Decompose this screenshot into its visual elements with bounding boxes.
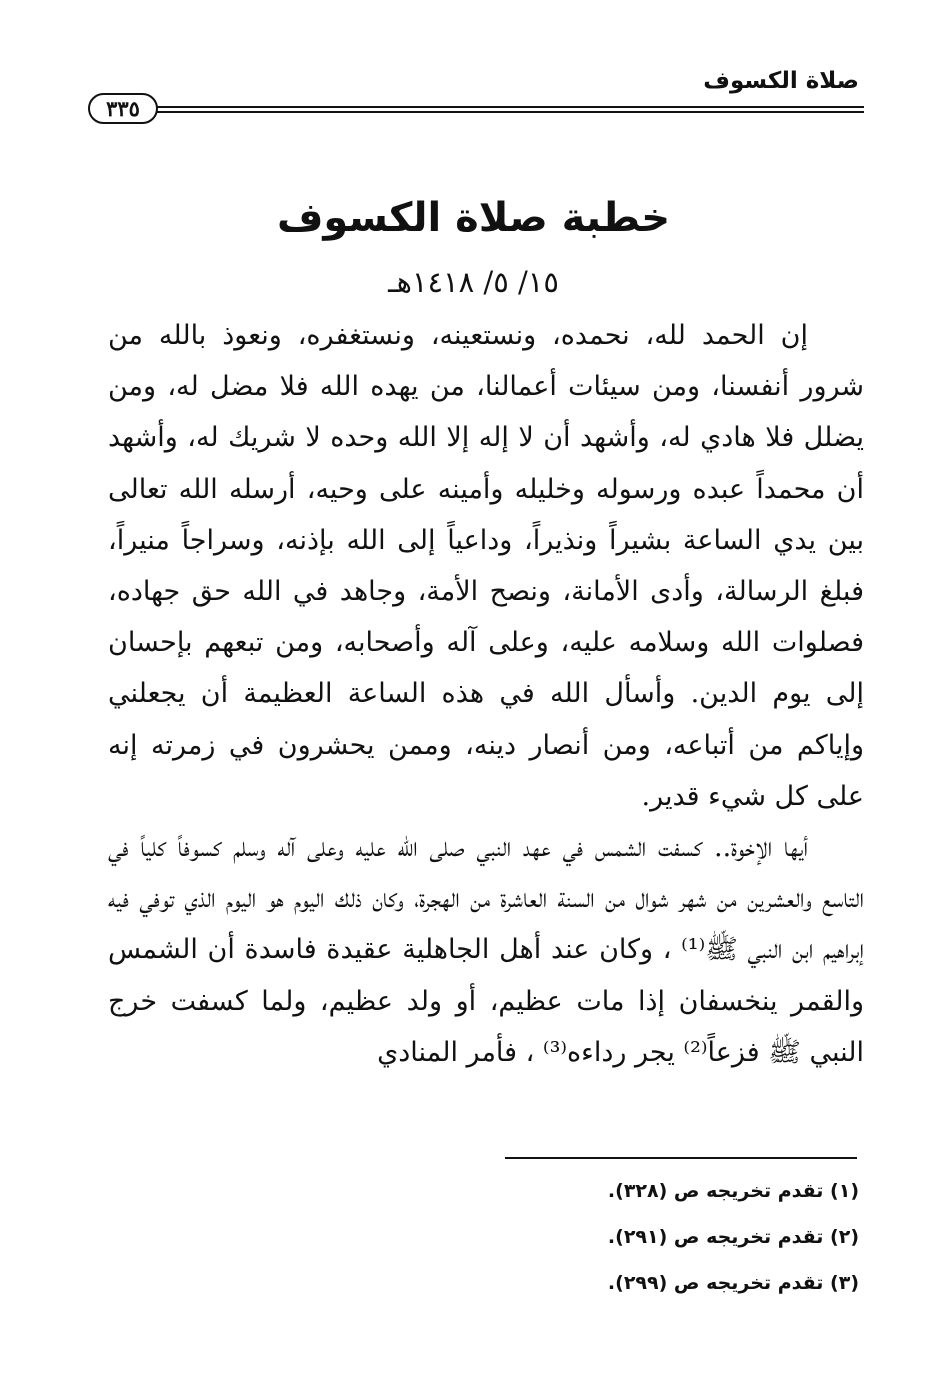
paragraph-eclipse-story: أيها الإخوة.. كسفت الشمس في عهد النبي صلى الله عليه وعلى آله وسلم كسوفاً كلياً في التاسع والعشرين من شهر شوال من السنة العاشرة من الهجرة، وكان ذلك اليوم هو اليوم الذي توفي فيه إبراهيم ابن النبي ﷺ⁽¹⁾ ، وكان عند أهل الجاهلية عقيدة فاسدة أن الشمس والقمر ينخسفان إذا مات عظيم، أو ولد عظيم، ولما كسفت خرج النبي ﷺ فزعاً⁽²⁾ يجر رداءه⁽³⁾ ، فأمر المنادي: [108, 832, 864, 1068]
header-rule: [152, 106, 864, 113]
page-number-badge: ٣٣٥: [88, 93, 158, 124]
footnotes: [359, 1168, 859, 1306]
footnote-3: (٣) تقدم تخريجه ص (٢٩٩).: [607, 1272, 859, 1294]
sermon-date: ١٥/ ٥/ ١٤١٨هـ: [388, 265, 559, 299]
footnote-2: (٢) تقدم تخريجه ص (٢٩١).: [607, 1226, 859, 1248]
sermon-title: خطبة صلاة الكسوف: [276, 195, 671, 241]
body-text: [108, 310, 864, 1078]
running-header-title: صلاة الكسوف: [703, 68, 859, 94]
footnote-separator: [505, 1157, 857, 1159]
footnote-1: (١) تقدم تخريجه ص (٣٢٨).: [607, 1180, 859, 1202]
paragraph-opening: إن الحمد لله، نحمده، ونستعينه، ونستغفره، ونعوذ بالله من شرور أنفسنا، ومن سيئات أعمالنا، من يهده الله فلا مضل له، ومن يضلل فلا هادي له، وأشهد أن لا إله إلا الله وحده لا شريك له، وأشهد أن محمداً عبده ورسوله وخليله وأمينه على وحيه، أرسله الله تعالى بين يدي الساعة بشيراً ونذيراً، وداعياً إلى الله بإذنه، وسراجاً منيراً، فبلغ الرسالة، وأدى الأمانة، ونصح الأمة، وجاهد في الله حق جهاده، فصلوات الله وسلامه عليه، وعلى آله وأصحابه، ومن تبعهم بإحسان إلى يوم الدين. وأسأل الله في هذه الساعة العظيمة أن يجعلني وإياكم من أتباعه، ومن أنصار دينه، وممن يحشرون في زمرته إنه على كل شيء قدير.: [108, 320, 864, 812]
